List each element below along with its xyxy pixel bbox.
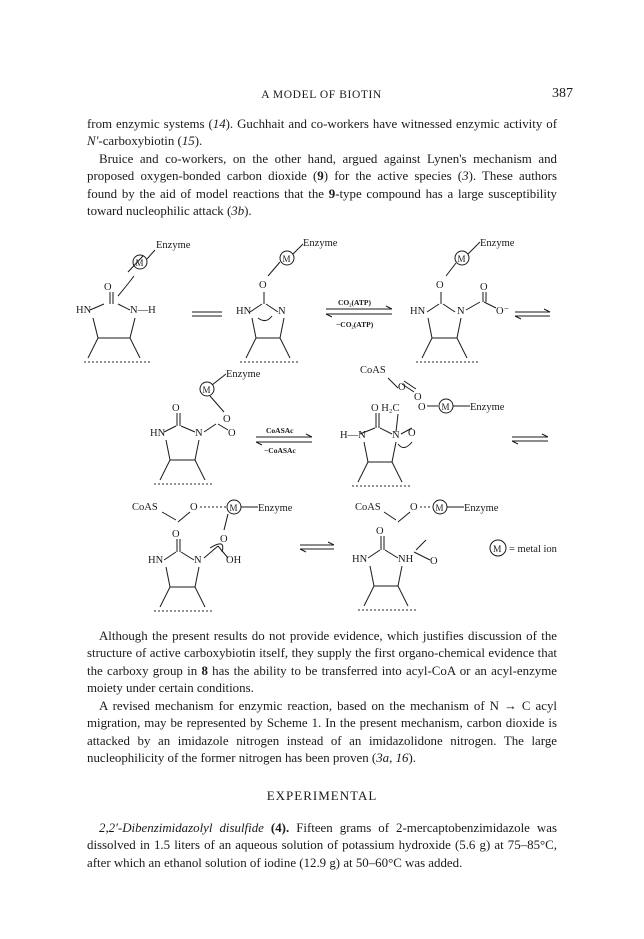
svg-text:O: O [408, 428, 416, 439]
svg-text:O: O [436, 280, 444, 291]
svg-text:Enzyme: Enzyme [470, 402, 505, 413]
svg-text:HN: HN [148, 555, 164, 566]
svg-text:Enzyme: Enzyme [258, 503, 293, 514]
svg-text:M: M [282, 254, 291, 264]
svg-text:−CO₂(ATP): −CO₂(ATP) [336, 320, 374, 329]
svg-text:N: N [392, 430, 400, 441]
section-heading-experimental: EXPERIMENTAL [266, 788, 378, 803]
procedure-title: 2,2′-Dibenzimidazolyl disulfide [99, 821, 264, 835]
svg-text:O: O [398, 382, 406, 393]
svg-text:H—N: H—N [340, 430, 366, 441]
svg-text:HN: HN [410, 306, 426, 317]
svg-text:N: N [195, 428, 203, 439]
co2-atp-arrows [326, 298, 392, 329]
structure-2 [236, 238, 338, 362]
svg-text:O: O [172, 529, 180, 540]
svg-text:−CoASAc: −CoASAc [264, 446, 296, 455]
svg-text:M: M [435, 503, 444, 513]
svg-text:O: O [480, 282, 488, 293]
svg-text:O: O [430, 556, 438, 567]
svg-text:O: O [414, 392, 422, 403]
svg-text:N: N [457, 306, 465, 317]
svg-text:HN: HN [236, 306, 252, 317]
svg-text:Enzyme: Enzyme [303, 238, 338, 249]
svg-text:M: M [135, 258, 144, 268]
svg-text:HN: HN [150, 428, 166, 439]
svg-text:O: O [259, 280, 267, 291]
structure-1 [76, 240, 191, 362]
svg-text:HN: HN [352, 554, 368, 565]
svg-text:M: M [202, 385, 211, 395]
svg-text:O: O [220, 534, 228, 545]
svg-text:M: M [441, 402, 450, 412]
svg-text:CoAS: CoAS [355, 502, 381, 513]
structure-3 [410, 238, 515, 362]
svg-text:O: O [228, 428, 236, 439]
structure-7 [352, 500, 499, 610]
svg-text:N—H: N—H [130, 305, 156, 316]
svg-text:N: N [194, 555, 202, 566]
svg-text:CO₂(ATP): CO₂(ATP) [338, 298, 371, 307]
paragraph-3: Although the present results do not provide evidence, which justifies discussion of the structure of active carboxybiotin itself, they supply the first organo-chemical evidence that the carboxy group in 8 has the ability to be transferred into acyl-CoA or an acyl-enzyme moiety under certain conditions. [87, 629, 557, 696]
svg-text:M: M [457, 254, 466, 264]
svg-text:CoAS: CoAS [132, 502, 158, 513]
svg-text:Enzyme: Enzyme [464, 503, 499, 514]
svg-text:Enzyme: Enzyme [226, 369, 261, 380]
coasac-arrows [256, 426, 312, 455]
svg-text:M: M [493, 545, 502, 555]
svg-text:Enzyme: Enzyme [480, 238, 515, 249]
svg-text:N: N [278, 306, 286, 317]
svg-text:CoAS: CoAS [360, 365, 386, 376]
svg-text:O: O [172, 403, 180, 414]
structure-4 [150, 369, 261, 484]
structure-6 [132, 500, 293, 611]
svg-text:Enzyme: Enzyme [156, 240, 191, 251]
paragraph-2: Bruice and co-workers, on the other hand, argued against Lynen's mechanism and proposed oxygen-bonded carbon dioxide (9) for the active species (3). These authors found by the aid of model reactions that the 9-type compound has a large susceptibility toward nucleophilic attack (3b). [87, 152, 557, 219]
svg-text:M: M [229, 503, 238, 513]
svg-text:NH: NH [398, 554, 414, 565]
svg-text:OH: OH [226, 555, 242, 566]
svg-text:O: O [104, 282, 112, 293]
paragraph-1: from enzymic systems (14). Guchhait and co-workers have witnessed enzymic activity of N′-carboxybiotin (15). [87, 117, 557, 149]
svg-text:O: O [223, 414, 231, 425]
page-number: 387 [552, 86, 573, 101]
svg-text:CoASAc: CoASAc [266, 426, 294, 435]
running-title: A MODEL OF BIOTIN [261, 89, 382, 101]
svg-text:O: O [410, 502, 418, 513]
svg-text:O⁻: O⁻ [496, 306, 510, 317]
structure-5 [340, 365, 505, 486]
svg-text:O: O [418, 402, 426, 413]
paragraph-5: 2,2′-Dibenzimidazolyl disulfide (4). Fifteen grams of 2-mercaptobenzimidazole was dissolved in 1.5 liters of an aqueous solution of potassium hydroxide (5.6 g) at 75–85°C, after which an ethanol solution of iodine (12.9 g) at 50–60°C was added. [87, 821, 557, 870]
svg-text:HN: HN [76, 305, 92, 316]
svg-text:O: O [376, 526, 384, 537]
svg-text:O: O [190, 502, 198, 513]
svg-text:= metal ion: = metal ion [509, 544, 557, 555]
metal-ion-legend [490, 540, 558, 556]
svg-text:O H₂C: O H₂C [371, 403, 400, 414]
paragraph-4: A revised mechanism for enzymic reaction, based on the mechanism of N → C acyl migration, may be represented by Scheme 1. In the present mechanism, carbon dioxide is attacked by an imidazole nitrogen instead of an imidazolidone nitrogen. The large nucleophilicity of the former nitrogen has been proven (3a, 16). [87, 699, 557, 766]
